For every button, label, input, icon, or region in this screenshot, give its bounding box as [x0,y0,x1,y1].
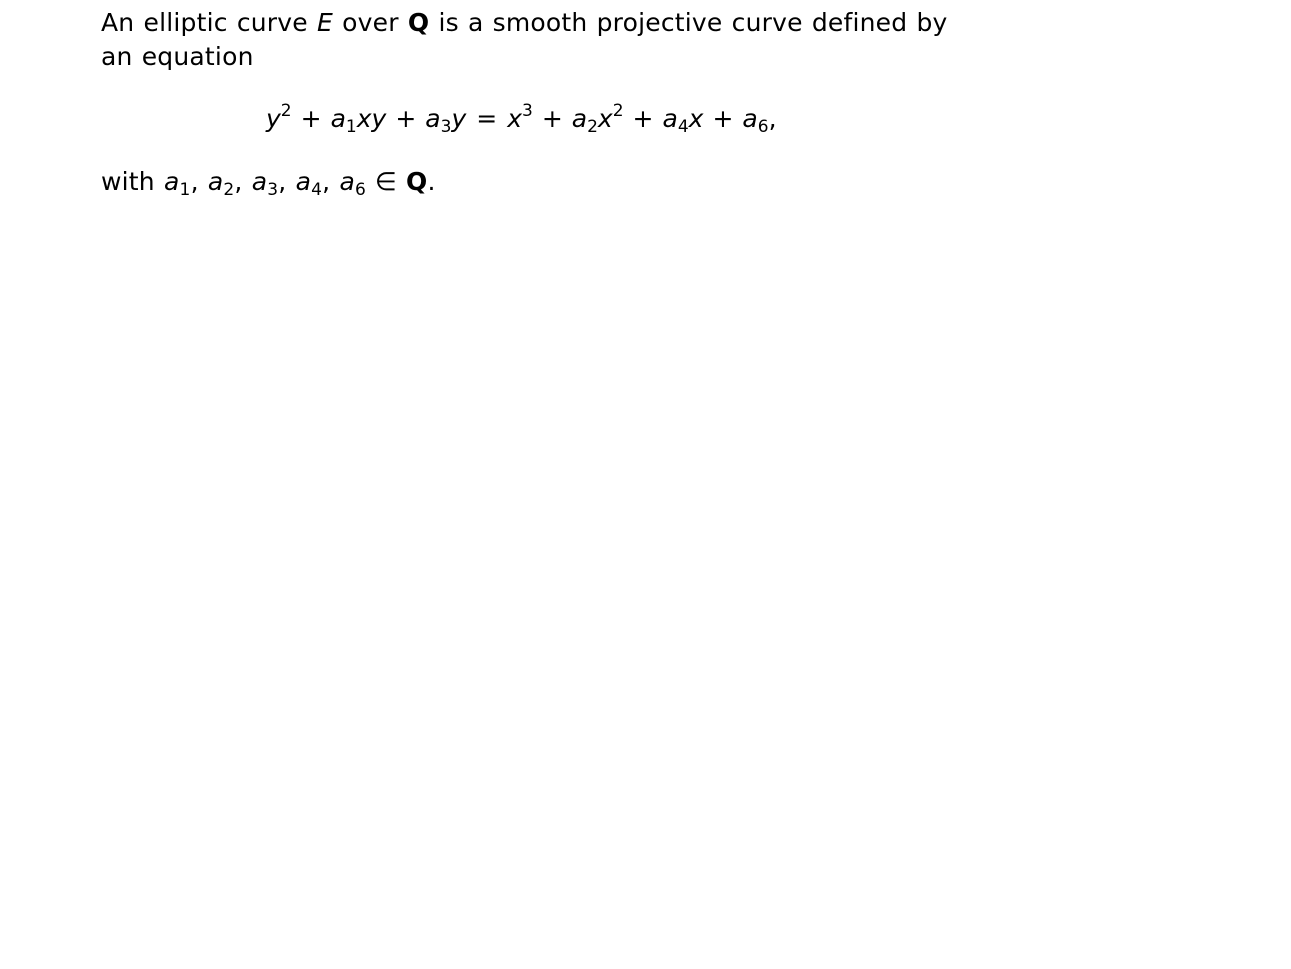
eq-exp-x2: 2 [612,101,624,121]
eq-plus-1: + [300,104,322,133]
eq-var-y: y [266,104,281,133]
coef-sub-3: 3 [267,180,279,200]
rationals-symbol: Q [407,8,430,37]
eq-coef-a6: a [742,104,758,133]
eq-equals: = [476,104,498,133]
eq-var-x: x [688,104,704,133]
eq-trailing-comma: , [768,104,777,133]
definition-text-start: An elliptic curve [101,8,318,37]
eq-coef-a3: a [425,104,441,133]
eq-plus-5: + [712,104,734,133]
coef-comma-1: , [190,167,208,196]
coef-a2: a [207,167,224,196]
coef-sub-1: 1 [179,180,191,200]
coef-a6: a [339,167,355,196]
final-period: . [427,167,436,196]
coef-a3: a [251,167,268,196]
eq-var-x3: x [507,104,522,133]
coef-a1: a [164,167,180,196]
coef-sub-4: 4 [311,180,323,200]
eq-plus-4: + [632,104,654,133]
rationals-symbol-2: Q [405,167,428,196]
eq-coef-a4: a [662,104,678,133]
eq-coef-a2: a [571,104,588,133]
eq-exp-x3: 3 [521,101,533,121]
definition-text-over: over [333,8,408,37]
eq-sub-2: 2 [587,117,598,137]
coef-sub-6: 6 [354,180,366,200]
coef-comma-4: , [322,167,340,196]
eq-sub-4: 4 [677,117,689,137]
coef-comma-2: , [234,167,252,196]
element-of-symbol: ∈ [375,167,397,196]
eq-plus-2: + [395,104,417,133]
definition-paragraph [101,6,961,74]
coefficients-paragraph [101,165,961,199]
eq-sub-6: 6 [757,117,769,137]
eq-coef-a1: a [330,104,346,133]
eq-var-x2: x [597,104,613,133]
eq-var-y-2: y [451,104,467,133]
eq-plus-3: + [541,104,563,133]
with-text: with [101,167,164,196]
eq-sub-3: 3 [440,117,452,137]
weierstrass-equation [266,99,777,139]
eq-sub-1: 1 [345,117,357,137]
definition-text-end: is a smooth projective curve defined by an equation [101,8,948,71]
eq-exp-y2: 2 [280,101,292,121]
coef-comma-3: , [278,167,296,196]
coef-a4: a [295,167,312,196]
curve-symbol-E: E [317,8,334,37]
coef-sub-2: 2 [223,180,235,200]
eq-var-xy: xy [356,104,387,133]
